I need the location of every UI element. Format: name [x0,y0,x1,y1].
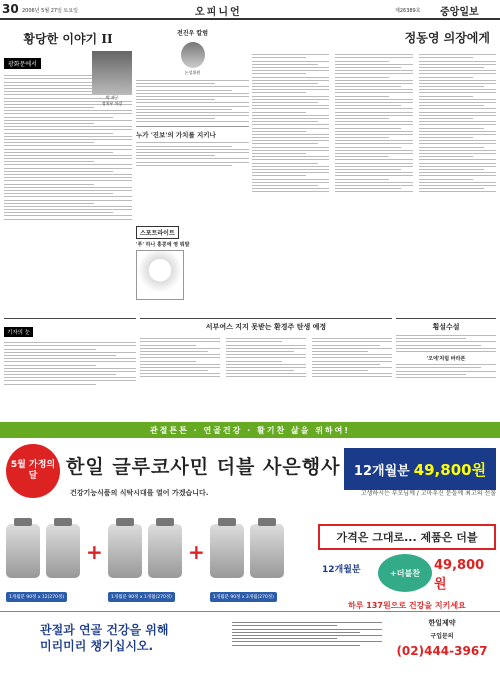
price-box-value: 49,800원 [413,460,487,479]
newspaper-brand: 중앙일보 [440,7,479,18]
reporter-column [4,318,136,422]
article-body [140,336,392,380]
product-bottle-icon [6,524,40,578]
article-body-2 [396,364,496,378]
right-column [396,318,496,422]
hero-price: 49,800원 [434,558,485,592]
footer-slogan-line-1: 관절과 연골 건강을 위해 [40,623,169,637]
advertisement [0,422,500,691]
price-box-label: 12개월분 [353,463,410,479]
ad-footer [0,611,500,691]
promo-badge: 5월 가정의 달 [6,444,60,498]
phone-number: (02)444-3967 [396,644,488,658]
product-label: 1개월분 90정 x 3개월(270정) [210,592,277,602]
company-info [390,618,494,658]
column-tag: 전진우 칼럼 [176,30,209,37]
product-row [6,514,316,612]
edition-number: 제26389호 [395,8,421,14]
column-title: 황당한 이야기 II [23,32,113,46]
product-bottle-icon [108,524,142,578]
column-tag: 광화문에서 [4,58,41,69]
author-name: 논설위원 [184,70,201,75]
company-name: 한일제약 [428,619,456,627]
gift-badge: +더블찬 [378,554,432,592]
column-title: 횡설수설 [432,323,460,331]
plus-icon: + [86,540,103,564]
author-photo [181,42,205,68]
hero-daily-price: 하루 137원으로 건강을 지키세요 [348,601,466,610]
hero-month: 12개월분 [322,565,361,575]
section-title: 오피니언 [195,7,242,18]
footer-slogan [40,622,168,654]
panel-subtitle: '푸' 하나 홍콩에 영 뭐말 [136,242,190,248]
product-bottle-icon [46,524,80,578]
column-right [252,26,496,318]
product-label: 1개월분 90정 x 12(270정) [6,592,67,602]
column-subtitle: '오에'처럼 바라본 [426,355,466,362]
author-name: 박 제균 [105,95,119,100]
panel-tag: 스포트라이트 [136,226,179,239]
ad-subline: 건강기능식품의 식탁시대를 열어 가겠습니다. [70,489,209,497]
product-bottle-icon [210,524,244,578]
plus-icon: + [188,540,205,564]
phone-label: 구입문의 [430,633,454,640]
price-box [344,448,496,490]
article-title: 서부여스 지지 못받는 환경주 탄생 예정 [205,323,327,331]
portrait-image [92,51,132,95]
article-body-2 [136,142,249,165]
ad-headline: 한일 글루코사민 더블 사은행사 [66,456,341,478]
author-role: 정치부 차장 [101,101,123,106]
sub-headline: 누가 '진보'의 가치를 지키나 [136,126,249,139]
hero-banner: 가격은 그대로... 제품은 더블 [318,524,496,550]
article-body [4,342,136,384]
column-tag: 기자의 눈 [4,327,33,337]
footer-notes [232,620,382,648]
product-bottle-icon [148,524,182,578]
footer-slogan-line-2: 미리미리 챙기십시오. [40,639,154,653]
ad-right-note: 고생하시는 부모님께 / 고마우신 분들께 최고의 선물 [360,490,496,497]
caricature-image [136,250,184,300]
issue-date: 2006년 5월 27일 토요일 [22,8,79,14]
ad-top-banner: 관절튼튼 · 연골건강 · 활기찬 삶을 위하여! [0,424,500,438]
article-body [252,52,496,194]
article-body [396,335,496,352]
product-bottle-icon [250,524,284,578]
page-number: 30 [2,2,19,16]
author-photo [92,51,132,105]
middle-article [140,318,392,422]
column-title: 정동영 의장에게 [404,31,490,45]
page-header [0,0,500,20]
article-body [136,80,249,122]
product-label: 1개월분 90정 x 1개월(270정) [108,592,175,602]
column-left [4,26,132,318]
promo-hero [318,524,496,622]
